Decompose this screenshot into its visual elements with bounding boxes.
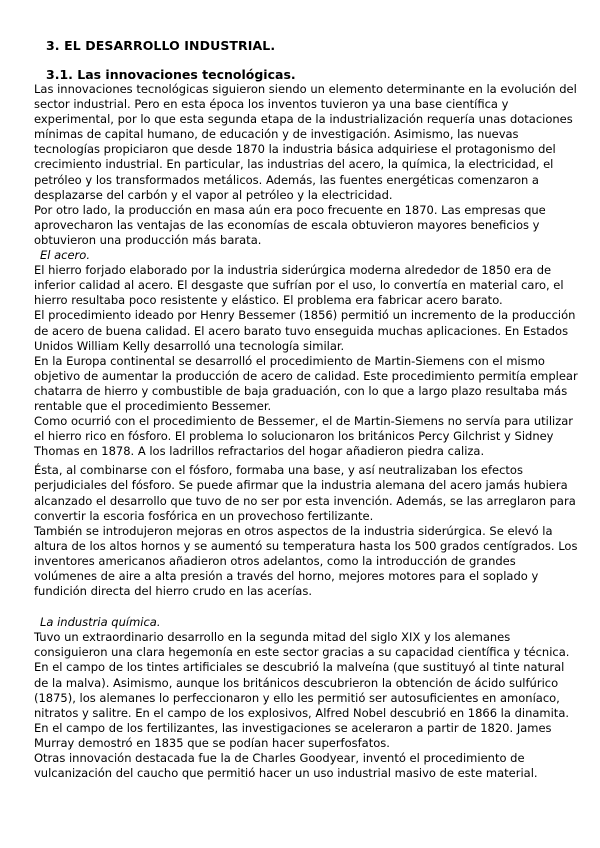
paragraph-hierro-forjado: El hierro forjado elaborado por la industria siderúrgica moderna alrededor de 1850 era de inferior calidad al acero. El desgaste que sufrían por el uso, lo convertía en material caro, el hierro resultaba poco resistente y elástico. El problema era fabricar acero barato.	[34, 263, 564, 308]
paragraph-fosforo: Como ocurrió con el procedimiento de Bessemer, el de Martin-Siemens no servía para utilizar el hierro rico en fósforo. El problema lo solucionaron los británicos Percy Gilchrist y Sidney Thomas en 1878. A los ladrillos refractarios del hogar añadieron piedra caliza.	[34, 414, 574, 459]
acero-section-title: El acero.	[40, 248, 90, 263]
section-heading: 3. EL DESARROLLO INDUSTRIAL.	[46, 38, 276, 53]
paragraph-mejoras: También se introdujeron mejoras en otros aspectos de la industria siderúrgica. Se elevó la altura de los altos hornos y se aumentó su temperatura hasta los 500 grados centígrados. Los inventores americanos añadieron otros adelantos, como la introducción de grandes volúmenes de aire a alta presión a través del horno, mejores motores para el soplado y fundición directa del hierro crudo en las acerías.	[34, 523, 578, 599]
paragraph-bessemer: El procedimiento ideado por Henry Bessemer (1856) permitió un incremento de la producción de acero de buena calidad. El acero barato tuvo enseguida muchas aplicaciones. En Estados Unidos William Kelly desarrolló una tecnología similar.	[34, 308, 576, 353]
quimica-section-title: La industria química.	[40, 615, 161, 630]
paragraph-quimica: Tuvo un extraordinario desarrollo en la segunda mitad del siglo XIX y los alemanes consiguieron una clara hegemonía en este sector gracias a su capacidad científica y técnica. En el campo de los tintes artificiales se descubrió la malveína (que sustituyó al tinte natural de la malva). Asimismo, aunque los británicos descubrieron la obtención de ácido sulfúrico (1875), los alemanes lo perfeccionaron y ello les permitió ser autosuficientes en amoníaco, nitratos y salitre. En el campo de los explosivos, Alfred Nobel descubrió en 1866 la dinamita.	[34, 630, 570, 720]
paragraph-intro: Las innovaciones tecnológicas siguieron siendo un elemento determinante en la evolución del sector industrial. Pero en esta época los inventos tuvieron ya una base científica y experimental, por lo que esta segunda etapa de la industrialización requería unas dotaciones mínimas de capital humano, de educación y de investigación. Asimismo, las nuevas tecnologías propiciaron que desde 1870 la industria básica adquiriese el protagonismo del crecimiento industrial. En particular, las industrias del acero, la química, la electricidad, el petróleo y los transformados metálicos. Además, las fuentes energéticas comenzaron a desplazarse del carbón y el vapor al petróleo y la electricidad.	[34, 82, 577, 202]
paragraph-mass-production: Por otro lado, la producción en masa aún era poco frecuente en 1870. Las empresas que aprovecharon las ventajas de las economías de escala obtuvieron mayores beneficios y obtuvieron una producción más barata.	[34, 202, 546, 247]
paragraph-fertilizantes: En el campo de los fertilizantes, las investigaciones se aceleraron a partir de 1820. James Murray demostró en 1835 que se podían hacer superfosfatos.	[34, 720, 552, 750]
subsection-heading: 3.1. Las innovaciones tecnológicas.	[46, 67, 296, 82]
paragraph-escoria: Ésta, al combinarse con el fósforo, formaba una base, y así neutralizaban los efectos perjudiciales del fósforo. Se puede afirmar que la industria alemana del acero jamás hubiera alcanzado el desarrollo que tuvo de no ser por esta invención. Además, se las arreglaron para convertir la escoria fosfórica en un provechoso fertilizante.	[34, 463, 576, 523]
paragraph-martin-siemens: En la Europa continental se desarrolló el procedimiento de Martin-Siemens con el mismo objetivo de aumentar la producción de acero de calidad. Este procedimiento permitía emplear chatarra de hierro y combustible de baja graduación, con lo que a largo plazo resultaba más rentable que el procedimiento Bessemer.	[34, 353, 578, 413]
document-body	[34, 82, 580, 781]
paragraph-goodyear: Otras innovación destacada fue la de Charles Goodyear, inventó el procedimiento de vulcanización del caucho que permitió hacer un uso industrial masivo de este material.	[34, 751, 538, 781]
